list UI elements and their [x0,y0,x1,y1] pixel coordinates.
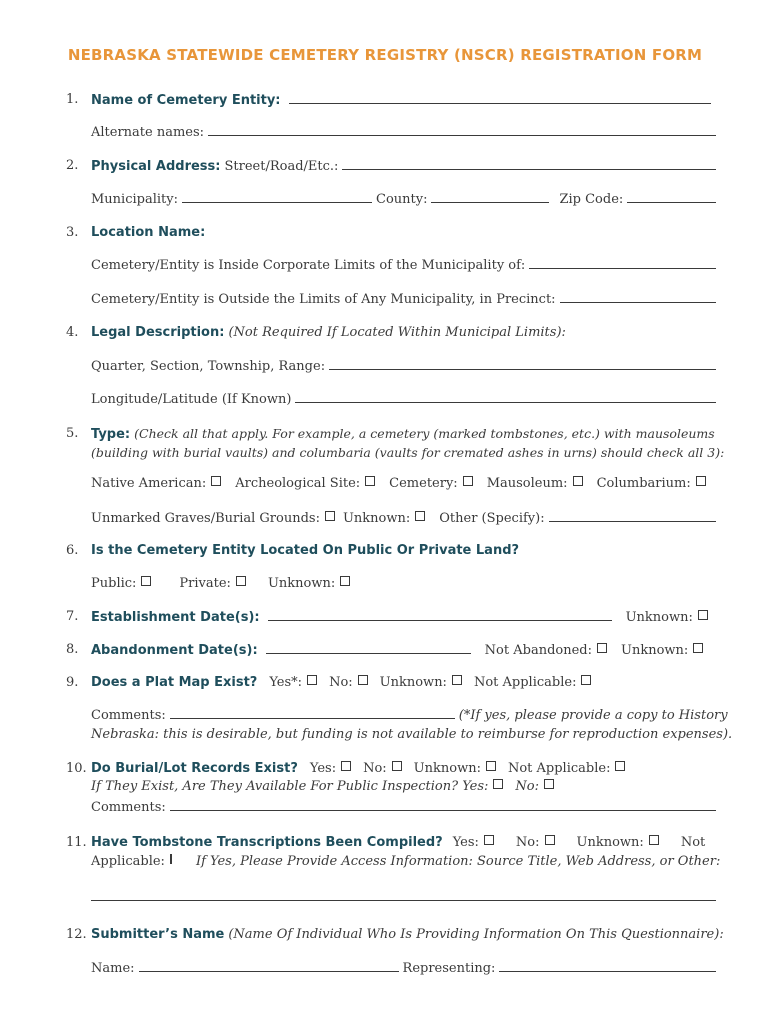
establishment-date-field[interactable] [268,609,612,621]
q11-line [91,835,720,851]
q9-note-1: (*If yes, please provide a copy to History [458,708,728,723]
plat-yes-checkbox[interactable] [307,675,317,685]
unmarked-graves-label: Unmarked Graves/Burial Grounds: [91,511,320,526]
q10-line [91,761,720,777]
plat-no-label: No: [329,675,353,690]
q7-label: Establishment Date(s): [91,610,260,625]
q3-line [91,225,720,241]
q2-line [91,158,720,175]
lonlat-field[interactable] [295,391,716,403]
zip-label: Zip Code: [559,192,624,207]
other-specify-label: Other (Specify): [439,511,545,526]
q7-number: 7. [66,609,79,624]
inspection-yes-checkbox[interactable] [493,779,503,789]
q3-label: Location Name: [91,225,206,240]
page-title: NEBRASKA STATEWIDE CEMETERY REGISTRY (NSCR) REGISTRATION FORM [67,46,703,64]
transcriptions-unknown-label: Unknown: [576,835,644,850]
transcriptions-no-checkbox[interactable] [545,835,555,845]
q10-number: 10. [66,761,87,776]
access-info-label: If Yes, Please Provide Access Information: Source Title, Web Address, or Other: [195,854,721,869]
records-na-checkbox[interactable] [615,761,625,771]
q7-line [91,609,720,626]
inspection-no-checkbox[interactable] [544,779,554,789]
qstr-field[interactable] [329,358,716,370]
q4-number: 4. [66,325,79,340]
q11-label: Have Tombstone Transcriptions Been Compiled? [91,835,443,850]
q6-line [91,543,720,559]
records-no-label: No: [363,761,387,776]
q4-qstr-line [91,358,720,375]
zip-field[interactable] [627,191,716,203]
land-unknown-label: Unknown: [267,576,336,591]
q5-label: Type: [91,427,131,442]
alternate-names-field[interactable] [208,124,716,136]
q3-outside-line [91,291,720,308]
q8-line [91,642,720,659]
q10-comments-line [91,799,720,816]
unmarked-graves-checkbox[interactable] [325,511,335,521]
establishment-unknown-checkbox[interactable] [698,610,708,620]
records-comments-label: Comments: [91,800,166,815]
q9-number: 9. [66,675,79,690]
public-label: Public: [91,576,137,591]
not-abandoned-checkbox[interactable] [597,643,607,653]
inspection-no-label: No: [515,779,540,794]
q6-label: Is the Cemetery Entity Located On Public Or Private Land? [91,543,520,558]
q1-label: Name of Cemetery Entity: [91,93,281,108]
q4-line [91,325,720,341]
q4-lonlat-line [91,391,720,408]
q5-note-2: (building with burial vaults) and columbaria (vaults for cremated ashes in urns) should check all 3): [91,445,725,460]
municipality-label: Municipality: [91,192,178,207]
q12-label: Submitter’s Name [91,927,225,942]
private-label: Private: [179,576,231,591]
q5-line [91,426,720,443]
q5-options-row-2 [91,510,720,527]
plat-no-checkbox[interactable] [358,675,368,685]
q2-muni-line [91,191,720,208]
archeological-checkbox[interactable] [365,476,375,486]
not-abandoned-label: Not Abandoned: [484,643,592,658]
records-unknown-checkbox[interactable] [486,761,496,771]
records-na-label: Not Applicable: [507,761,611,776]
plat-na-label: Not Applicable: [473,675,577,690]
columbarium-checkbox[interactable] [696,476,706,486]
q2-label: Physical Address: [91,159,221,174]
q11-access-line [91,889,720,901]
q4-note: (Not Required If Located Within Municipal Limits): [228,325,566,340]
municipality-field[interactable] [182,191,372,203]
abandonment-date-field[interactable] [266,642,471,654]
q6-options [91,576,720,592]
q8-label: Abandonment Date(s): [91,643,258,658]
q5-note-1: (Check all that apply. For example, a cemetery (marked tombstones, etc.) with mausoleums [134,426,715,441]
establishment-unknown-label: Unknown: [625,610,693,625]
archeological-label: Archeological Site: [235,476,361,491]
land-unknown-checkbox[interactable] [340,576,350,586]
transcriptions-na-checkbox[interactable] [170,854,172,864]
plat-yes-label: Yes*: [269,675,303,690]
q11-applicable-line [91,854,720,870]
q11-number: 11. [66,835,87,850]
plat-comments-field[interactable] [170,707,455,719]
q12-number: 12. [66,927,87,942]
cemetery-checkbox[interactable] [463,476,473,486]
type-unknown-label: Unknown: [342,511,411,526]
q12-note: (Name Of Individual Who Is Providing Information On This Questionnaire): [228,927,724,942]
qstr-label: Quarter, Section, Township, Range: [91,359,326,374]
q5-note-line-2 [91,445,725,461]
private-checkbox[interactable] [236,576,246,586]
records-unknown-label: Unknown: [413,761,481,776]
q10-label: Do Burial/Lot Records Exist? [91,761,298,776]
inside-limits-label: Cemetery/Entity is Inside Corporate Limits of the Municipality of: [91,258,526,273]
q6-number: 6. [66,543,79,558]
q1-number: 1. [66,92,79,107]
other-specify-field[interactable] [549,510,716,522]
q9-note-2: Nebraska: this is desirable, but funding is not available to reimburse for reproduction expenses). [91,727,733,742]
records-comments-field[interactable] [170,799,716,811]
lonlat-label: Longitude/Latitude (If Known) [91,392,292,407]
records-no-checkbox[interactable] [392,761,402,771]
q3-inside-line [91,257,720,274]
public-inspection-label: If They Exist, Are They Available For Public Inspection? Yes: [91,779,489,794]
submitter-name-label: Name: [91,961,135,976]
alt-names-label: Alternate names: [91,125,205,140]
mausoleum-checkbox[interactable] [573,476,583,486]
columbarium-label: Columbarium: [596,476,691,491]
transcriptions-no-label: No: [515,835,540,850]
county-label: County: [376,192,428,207]
transcriptions-unknown-checkbox[interactable] [649,835,659,845]
type-unknown-checkbox[interactable] [415,511,425,521]
q2-number: 2. [66,158,79,173]
abandonment-unknown-checkbox[interactable] [693,643,703,653]
county-field[interactable] [431,191,549,203]
plat-unknown-checkbox[interactable] [452,675,462,685]
q9-comments-line [91,707,728,724]
transcriptions-applicable-label: Applicable: [91,854,165,869]
representing-label: Representing: [402,961,496,976]
plat-unknown-label: Unknown: [379,675,447,690]
q12-name-line [91,960,720,977]
cemetery-label: Cemetery: [389,476,458,491]
q9-line [91,675,720,691]
q1-line [91,92,715,109]
plat-comments-label: Comments: [91,708,166,723]
native-american-checkbox[interactable] [211,476,221,486]
cemetery-name-field[interactable] [289,92,711,104]
street-field[interactable] [342,158,716,170]
inside-municipality-field[interactable] [529,257,716,269]
submitter-name-field[interactable] [139,960,399,972]
records-yes-label: Yes: [309,761,337,776]
q9-note-line-2 [91,727,733,743]
outside-limits-label: Cemetery/Entity is Outside the Limits of Any Municipality, in Precinct: [91,292,556,307]
q3-number: 3. [66,225,79,240]
transcriptions-yes-checkbox[interactable] [484,835,494,845]
q4-label: Legal Description: [91,325,225,340]
q5-number: 5. [66,426,79,441]
abandonment-unknown-label: Unknown: [620,643,689,658]
street-label: Street/Road/Etc.: [224,159,339,174]
mausoleum-label: Mausoleum: [486,476,568,491]
q5-options-row-1 [91,476,720,492]
q8-number: 8. [66,642,79,657]
representing-field[interactable] [499,960,716,972]
q1-alt-line [91,124,720,141]
access-info-field[interactable] [91,889,716,901]
plat-na-checkbox[interactable] [581,675,591,685]
native-american-label: Native American: [91,476,207,491]
q12-line [91,927,724,943]
public-checkbox[interactable] [141,576,151,586]
transcriptions-yes-label: Yes: [452,835,479,850]
precinct-field[interactable] [560,291,716,303]
records-yes-checkbox[interactable] [341,761,351,771]
q10-sub-line [91,779,720,795]
transcriptions-not-word: Not [680,835,706,850]
q9-label: Does a Plat Map Exist? [91,675,258,690]
